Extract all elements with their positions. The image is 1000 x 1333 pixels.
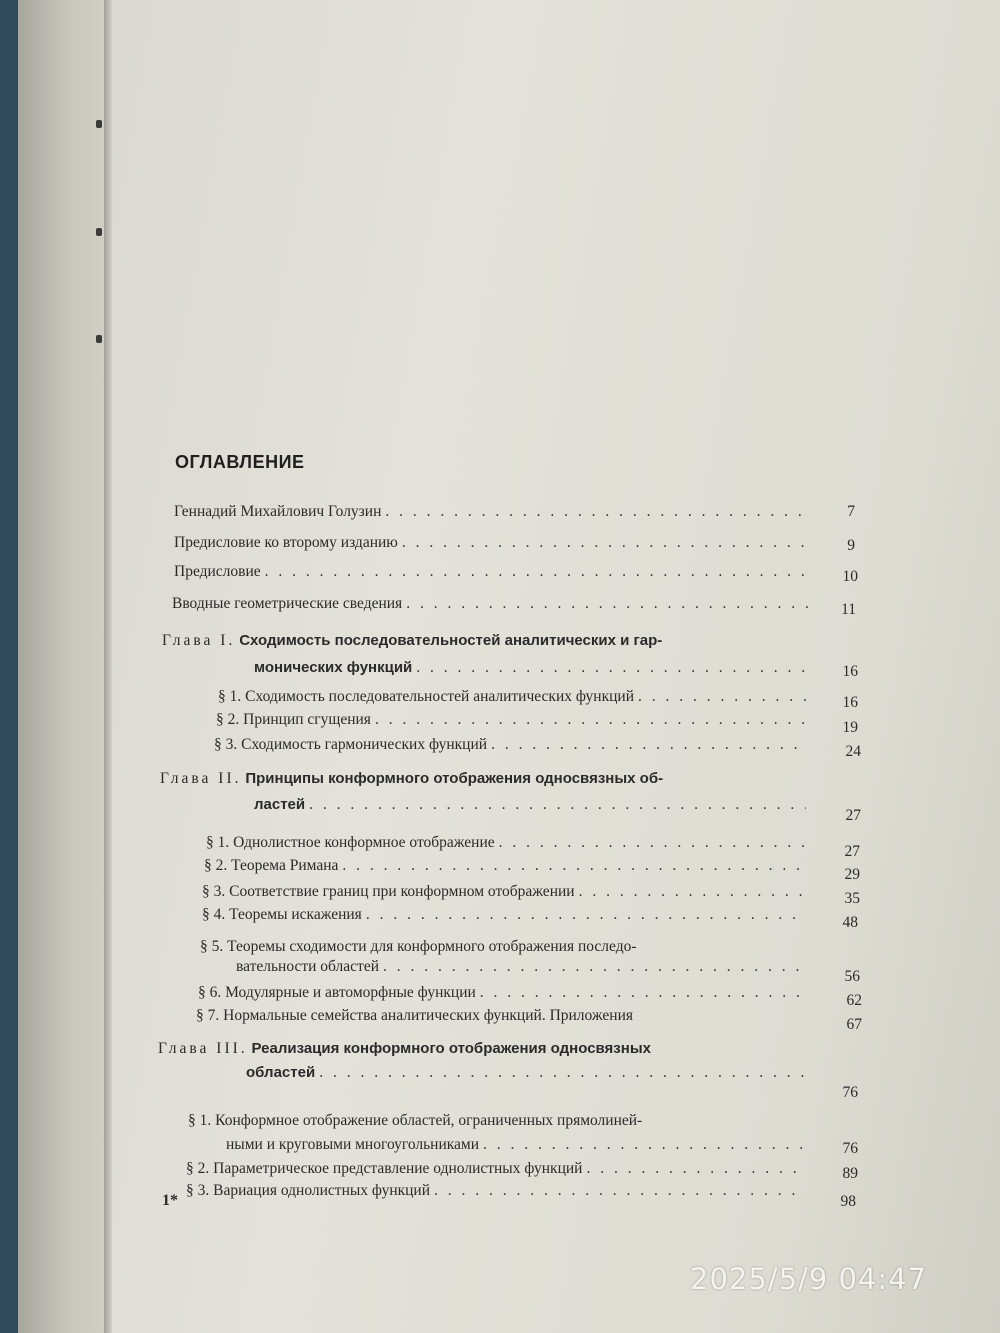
section-text: § 3. Соответствие границ при конформном отображении: [202, 883, 575, 900]
toc-section: [186, 1160, 810, 1178]
page-number: 29: [844, 866, 860, 883]
chapter-label: Глава II.: [160, 770, 242, 787]
toc-section: [196, 1007, 633, 1025]
toc-section: [202, 883, 810, 901]
page-number: 89: [842, 1165, 858, 1182]
chapter-heading: [162, 632, 662, 650]
page-number: 16: [842, 694, 858, 711]
chapter-title: Сходимость последовательностей аналитических и гар-: [239, 632, 663, 649]
chapter-heading: [158, 1040, 651, 1058]
printer-signature-mark: 1*: [162, 1192, 178, 1209]
page-number: 16: [842, 663, 858, 680]
page-number: 48: [842, 914, 858, 931]
toc-section: [198, 984, 810, 1002]
section-text: § 3. Сходимость гармонических функций: [214, 736, 488, 753]
toc-section: [214, 736, 810, 754]
toc-section: [218, 688, 814, 706]
chapter-title: областей: [246, 1064, 316, 1081]
page-number: 27: [845, 807, 861, 824]
toc-entry: [174, 503, 814, 521]
toc-entry: [174, 563, 814, 581]
toc-section: [188, 1112, 642, 1130]
entry-text: Предисловие: [174, 563, 261, 580]
page-number: 62: [846, 992, 862, 1009]
section-text: § 5. Теоремы сходимости для конформного отображения последо-: [200, 938, 637, 955]
chapter-heading-cont: [246, 1064, 810, 1082]
page-number: 76: [842, 1084, 858, 1101]
page-number: 76: [842, 1140, 858, 1157]
section-text: ными и круговыми многоугольниками: [226, 1136, 480, 1153]
page-number: 27: [844, 843, 860, 860]
section-text: § 4. Теоремы искажения: [202, 906, 362, 923]
section-text: § 1. Конформное отображение областей, ограниченных прямолиней-: [188, 1112, 643, 1129]
toc-section-cont: [226, 1136, 810, 1154]
page-number: 7: [847, 503, 855, 520]
toc-entry: [174, 534, 814, 552]
toc-section-cont: [236, 958, 812, 976]
section-text: § 3. Вариация однолистных функций: [186, 1182, 431, 1199]
toc-title: ОГЛАВЛЕНИЕ: [175, 452, 305, 472]
page-number: 10: [842, 568, 858, 585]
page-number: 9: [847, 537, 855, 554]
toc-section: [202, 906, 810, 924]
section-text: вательности областей: [236, 958, 379, 975]
toc-section: [186, 1182, 810, 1200]
section-text: § 6. Модулярные и автоморфные функции: [198, 984, 476, 1001]
toc-section: [204, 857, 810, 875]
entry-text: Геннадий Михайлович Голузин: [174, 503, 382, 520]
page-number: 56: [844, 968, 860, 985]
page-number: 24: [845, 743, 861, 760]
chapter-title: Принципы конформного отображения односвязных об-: [245, 770, 664, 787]
toc-entry: [172, 595, 812, 613]
section-text: § 1. Однолистное конформное отображение: [206, 834, 495, 851]
section-text: § 2. Принцип сгущения: [216, 711, 371, 728]
photo-timestamp: 2025/5/9 04:47: [690, 1262, 928, 1296]
chapter-heading-cont: [254, 659, 814, 677]
toc-section: [206, 834, 810, 852]
chapter-heading: [160, 770, 663, 788]
section-text: § 2. Параметрическое представление однолистных функций: [186, 1160, 583, 1177]
page-number: 67: [846, 1016, 862, 1033]
page-number: 11: [841, 601, 856, 618]
page-number: 98: [840, 1193, 856, 1210]
toc-section: [216, 711, 812, 729]
section-text: § 1. Сходимость последовательностей аналитических функций: [218, 688, 634, 705]
chapter-heading-cont: [254, 796, 810, 814]
chapter-title: Реализация конформного отображения односвязных: [251, 1040, 651, 1057]
section-text: § 2. Теорема Римана: [204, 857, 339, 874]
entry-text: Вводные геометрические сведения: [172, 595, 403, 612]
toc-section: [200, 938, 637, 956]
chapter-label: Глава I.: [162, 632, 236, 649]
section-text: § 7. Нормальные семейства аналитических функций. Приложения: [196, 1007, 634, 1024]
page-number: 35: [844, 890, 860, 907]
chapter-title: ластей: [254, 796, 306, 813]
entry-text: Предисловие ко второму изданию: [174, 534, 398, 551]
chapter-title: монических функций: [254, 659, 413, 676]
chapter-label: Глава III.: [158, 1040, 248, 1057]
page-number: 19: [842, 719, 858, 736]
